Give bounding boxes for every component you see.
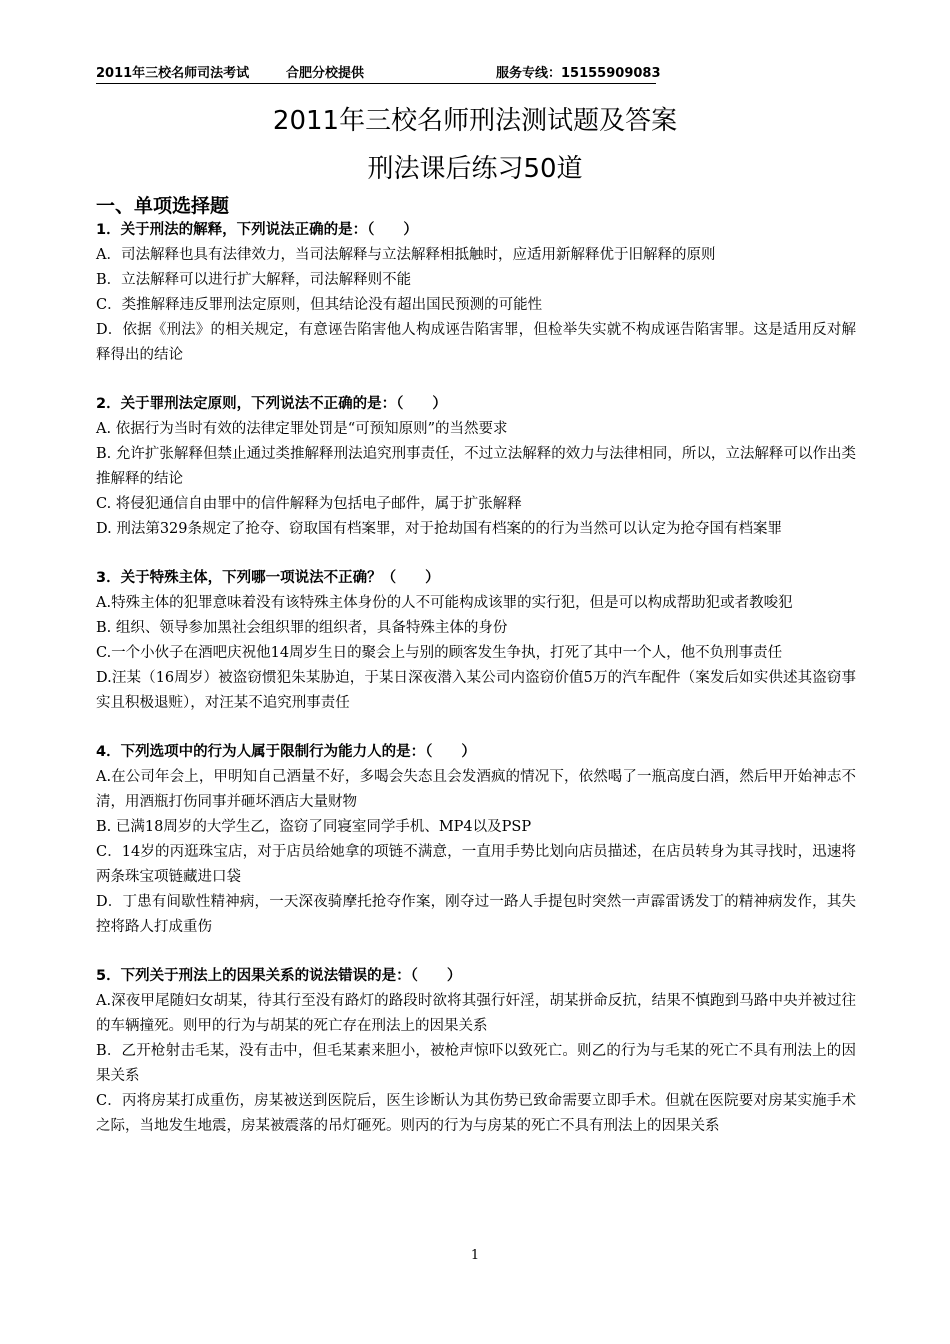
option-a: A. 依据行为当时有效的法律定罪处罚是“可预知原则”的当然要求 [96,421,508,437]
question-2 [96,392,856,542]
header-provider: 合肥分校提供 [286,66,365,81]
option-a: A.深夜甲尾随妇女胡某，待其行至没有路灯的路段时欲将其强行奸淫，胡某拼命反抗，结果不慎跑到马路中央并被过往的车辆撞死。则甲的行为与胡某的死亡存在刑法上的因果关系 [96,993,856,1034]
option-c: C．丙将房某打成重伤，房某被送到医院后，医生诊断认为其伤势已致命需要立即手术。但就在医院要对房某实施手术之际，当地发生地震，房某被震落的吊灯砸死。则丙的行为与房某的死亡不具有刑法上的因果关系 [96,1093,856,1134]
option-c: C．类推解释违反罪刑法定原则，但其结论没有超出国民预测的可能性 [96,297,543,313]
option-c: C．14岁的丙逛珠宝店，对于店员给她拿的项链不满意，一直用手势比划向店员描述，在店员转身为其寻找时，迅速将两条珠宝项链藏进口袋 [96,844,856,885]
option-b: B. 组织、领导参加黑社会组织罪的组织者，具备特殊主体的身份 [96,620,508,636]
question-stem: 2．关于罪刑法定原则，下列说法不正确的是：（ ） [96,396,447,412]
question-3 [96,566,856,716]
question-4 [96,740,856,940]
option-b: B．乙开枪射击毛某，没有击中，但毛某素来胆小，被枪声惊吓以致死亡。则乙的行为与毛某的死亡不具有刑法上的因果关系 [96,1043,856,1084]
option-b: B．立法解释可以进行扩大解释，司法解释则不能 [96,272,412,288]
question-1 [96,218,856,368]
question-stem: 4．下列选项中的行为人属于限制行为能力人的是：（ ） [96,744,476,760]
option-d: D．丁患有间歇性精神病，一天深夜骑摩托抢夺作案，刚夺过一路人手提包时突然一声霹雷诱发丁的精神病发作，其失控将路人打成重伤 [96,894,856,935]
option-a: A．司法解释也具有法律效力，当司法解释与立法解释相抵触时，应适用新解释优于旧解释的原则 [96,247,716,263]
question-stem: 5．下列关于刑法上的因果关系的说法错误的是：（ ） [96,968,462,984]
page-number: 1 [470,1248,480,1263]
section-heading: 一、单项选择题 [96,195,230,217]
option-d: D. 刑法第329条规定了抢夺、窃取国有档案罪，对于抢劫国有档案的的行为当然可以认定为抢夺国有档案罪 [96,521,782,537]
header-exam-name: 2011年三校名师司法考试 [96,66,250,81]
option-c: C. 将侵犯通信自由罪中的信件解释为包括电子邮件，属于扩张解释 [96,496,522,512]
document-title: 2011年三校名师刑法测试题及答案 [272,106,678,136]
question-stem: 1．关于刑法的解释，下列说法正确的是：（ ） [96,222,418,238]
option-b: B. 已满18周岁的大学生乙，盗窃了同寝室同学手机、MP4以及PSP [96,819,532,835]
option-b: B. 允许扩张解释但禁止通过类推解释刑法追究刑事责任，不过立法解释的效力与法律相同，所以，立法解释可以作出类推解释的结论 [96,446,856,487]
page-header [96,66,661,84]
option-a: A.特殊主体的犯罪意味着没有该特殊主体身份的人不可能构成该罪的实行犯，但是可以构成帮助犯或者教唆犯 [96,595,793,611]
option-a: A.在公司年会上，甲明知自己酒量不好，多喝会失态且会发酒疯的情况下，依然喝了一瓶高度白酒，然后甲开始神志不清，用酒瓶打伤同事并砸坏酒店大量财物 [96,769,856,810]
option-d: D．依据《刑法》的相关规定，有意诬告陷害他人构成诬告陷害罪，但检举失实就不构成诬告陷害罪。这是适用反对解释得出的结论 [96,322,856,363]
header-hotline: 服务专线：15155909083 [496,66,661,81]
option-c: C.一个小伙子在酒吧庆祝他14周岁生日的聚会上与别的顾客发生争执，打死了其中一个人，他不负刑事责任 [96,645,783,661]
question-list [96,218,856,1163]
question-stem: 3．关于特殊主体，下列哪一项说法不正确？（ ） [96,570,440,586]
question-5 [96,964,856,1139]
option-d: D.汪某（16周岁）被盗窃惯犯朱某胁迫，于某日深夜潜入某公司内盗窃价值5万的汽车配件（案发后如实供述其盗窃事实且积极退赃），对汪某不追究刑事责任 [96,670,856,711]
document-subtitle: 刑法课后练习50道 [367,154,583,184]
